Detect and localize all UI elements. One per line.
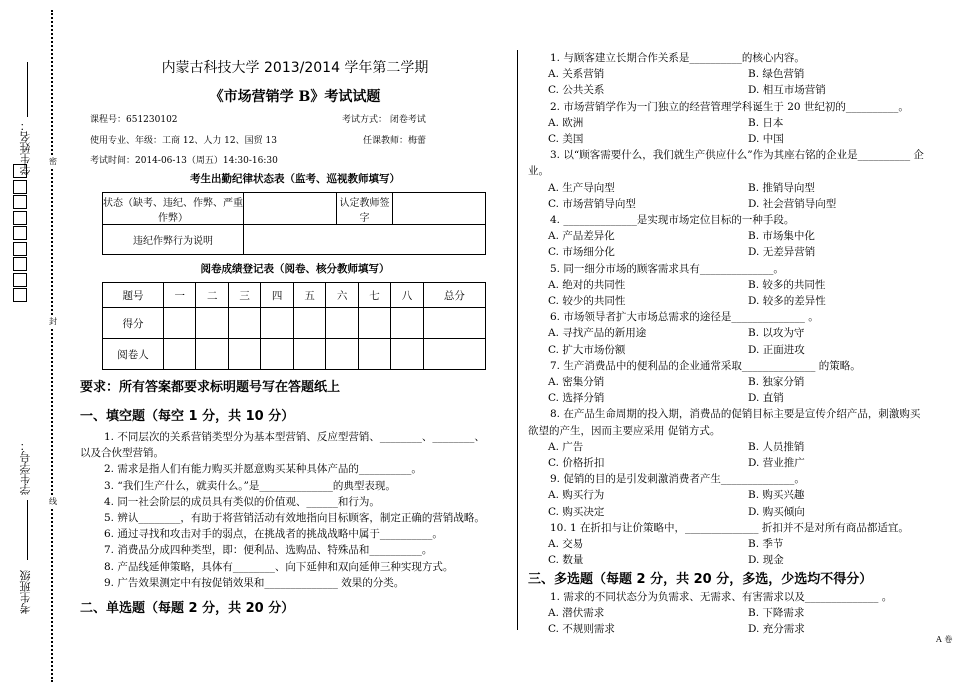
student-id-label: 学生学号： [19, 440, 32, 495]
choice-options: A. 寻找产品的新用途 B. 以攻为守 [548, 327, 805, 340]
class-label: 考生班级 [19, 570, 32, 614]
fill-question: 2. 需求是指人们有能力购买并愿意购买某种具体产品的__________。 [104, 463, 422, 476]
teacher: 任课教师：梅蕾 [363, 136, 427, 146]
choice-options: C. 较少的共同性 D. 较多的差异性 [548, 295, 826, 308]
choice-options: A. 绝对的共同性 B. 较多的共同性 [548, 278, 826, 291]
course-number: 课程号：651230102 [90, 115, 178, 125]
seal-char-2: 封 [49, 317, 57, 326]
grader-row-label: 阅卷人 [103, 339, 164, 370]
seal-char-3: 线 [49, 497, 57, 506]
grade-header: 二 [196, 283, 228, 308]
requirement-text: 要求：所有答案都要求标明题号写在答题纸上 [80, 380, 341, 395]
fill-question: 6. 通过寻找和攻击对手的弱点，在挑战者的挑战战略中属于__________。 [104, 528, 443, 541]
choice-question: 7. 生产消费品中的便利品的企业通常采取______________ 的策略。 [550, 359, 861, 372]
choice-question: 10. 1 在折扣与让价策略中，______________ 折扣并不是对所有商品都适宜。 [550, 521, 909, 534]
choice-question: 2. 市场营销学作为一门独立的经营管理学科诞生于 20 世纪初的__________。 [550, 100, 909, 113]
student-id-boxes [13, 164, 27, 304]
grade-header: 四 [261, 283, 293, 308]
grade-header: 题号 [103, 283, 164, 308]
choice-options: A. 生产导向型 B. 推销导向型 [548, 181, 815, 194]
choice-question: 6. 市场领导者扩大市场总需求的途径是______________ 。 [550, 311, 819, 324]
grades-title: 阅卷成绩登记表（阅卷、核分教师填写） [200, 263, 390, 275]
exam-mode: 考试方式： 闭卷考试 [342, 115, 426, 125]
choice-question-cont: 业。 [528, 165, 549, 178]
exam-time: 考试时间：2014-06-13（周五）14:30-16:30 [90, 156, 278, 166]
choice-options: C. 选择分销 D. 直销 [548, 392, 784, 405]
grade-header: 一 [164, 283, 196, 308]
multi-options: C. 不规则需求 D. 充分需求 [548, 622, 805, 635]
score-row-label: 得分 [103, 308, 164, 339]
grade-table [102, 282, 486, 370]
attendance-title: 考生出勤纪律状态表（监考、巡视教师填写） [190, 173, 400, 185]
fill-question: 3. “我们生产什么，就卖什么。”是______________的典型表现。 [104, 479, 396, 492]
majors: 使用专业、年级：工商 12、人力 12、国贸 13 [90, 136, 277, 146]
choice-options: A. 交易 B. 季节 [548, 538, 784, 551]
section1-body [80, 429, 510, 591]
choice-options: C. 价格折扣 D. 营业推广 [548, 457, 805, 470]
student-name-label: 学生姓名： [19, 120, 32, 175]
explain-label: 违纪作弊行为说明 [103, 225, 244, 255]
paper-code: A 卷 [936, 635, 953, 644]
choice-options: A. 广告 B. 人员推销 [548, 440, 805, 453]
choice-options: A. 产品差异化 B. 市场集中化 [548, 230, 815, 243]
choice-question: 4. ______________是实现市场定位目标的一种手段。 [550, 214, 795, 227]
status-label: 状态（缺考、违纪、作弊、严重作弊） [103, 193, 244, 225]
attendance-table [102, 192, 486, 255]
binding-dotted-line [51, 10, 53, 682]
class-blank-line [27, 500, 28, 560]
grade-header: 总分 [423, 283, 485, 308]
grade-header: 八 [391, 283, 423, 308]
section3-title: 三、多选题（每题 2 分，共 20 分，多选，少选均不得分） [528, 571, 873, 587]
single-choice-list [528, 50, 958, 569]
fill-question: 9. 广告效果测定中有按促销效果和______________ 效果的分类。 [104, 576, 405, 589]
choice-options: C. 扩大市场份额 D. 正面进攻 [548, 343, 805, 356]
choice-options: A. 欧洲 B. 日本 [548, 116, 784, 129]
choice-question: 1. 与顾客建立长期合作关系是__________的核心内容。 [550, 52, 805, 64]
choice-question: 5. 同一细分市场的顾客需求具有______________。 [550, 262, 784, 275]
choice-question: 8. 在产品生命周期的投入期，消费品的促销目标主要是宣传介绍产品，刺激购买 [550, 408, 921, 421]
seal-char-1: 密 [49, 157, 57, 166]
university-title: 内蒙古科技大学 2013/2014 学年第二学期 [161, 60, 429, 76]
section1-title: 一、填空题（每空 1 分，共 10 分） [80, 409, 295, 424]
multi-options: A. 潜伏需求 B. 下降需求 [548, 606, 805, 619]
choice-options: A. 关系营销 B. 绿色营销 [548, 68, 805, 81]
choice-options: C. 市场细分化 D. 无差异营销 [548, 246, 816, 259]
choice-question-cont: 欲望的产生，因而主要应采用 促销方式。 [528, 424, 721, 437]
grade-header: 六 [326, 283, 358, 308]
choice-question: 3. 以“顾客需要什么，我们就生产供应什么”作为其座右铭的企业是__________ 企 [550, 149, 924, 162]
choice-question: 9. 促销的目的是引发刺激消费者产生______________。 [550, 473, 805, 486]
choice-options: C. 美国 D. 中国 [548, 133, 784, 146]
confirm-label: 认定教师签字 [337, 193, 393, 225]
right-column [528, 50, 958, 637]
grade-header: 七 [358, 283, 390, 308]
grade-header: 五 [293, 283, 325, 308]
choice-options: A. 购买行为 B. 购买兴趣 [548, 489, 805, 502]
choice-options: C. 购买决定 D. 购买倾向 [548, 505, 805, 518]
fill-question: 7. 消费品分成四种类型，即：便利品、选购品、特殊品和__________。 [104, 544, 433, 557]
choice-options: C. 数量 D. 现金 [548, 554, 784, 567]
fill-question: 8. 产品线延伸策略，具体有________、向下延伸和双向延伸三种实现方式。 [104, 560, 454, 573]
fill-question: 以及合伙型营销。 [80, 447, 164, 460]
exam-title: 《市场营销学 B》考试试题 [209, 89, 381, 105]
fill-question: 1. 不同层次的关系营销类型分为基本型营销、反应型营销、________、________、 [104, 431, 485, 443]
fill-question: 5. 辨认________，有助于将营销活动有效地指向目标顾客，制定正确的营销战略。 [104, 512, 485, 525]
multi-question: 1. 需求的不同状态分为负需求、无需求、有害需求以及______________ 。 [550, 590, 893, 603]
section2-title: 二、单选题（每题 2 分，共 20 分） [80, 601, 295, 616]
grade-header: 三 [228, 283, 260, 308]
column-divider [517, 50, 518, 630]
choice-options: A. 密集分销 B. 独家分销 [548, 376, 805, 389]
choice-options: C. 市场营销导向型 D. 社会营销导向型 [548, 197, 837, 210]
fill-question: 4. 同一社会阶层的成员具有类似的价值观、______和行为。 [104, 495, 380, 508]
choice-options: C. 公共关系 D. 相互市场营销 [548, 84, 826, 97]
name-blank-line [27, 62, 28, 117]
